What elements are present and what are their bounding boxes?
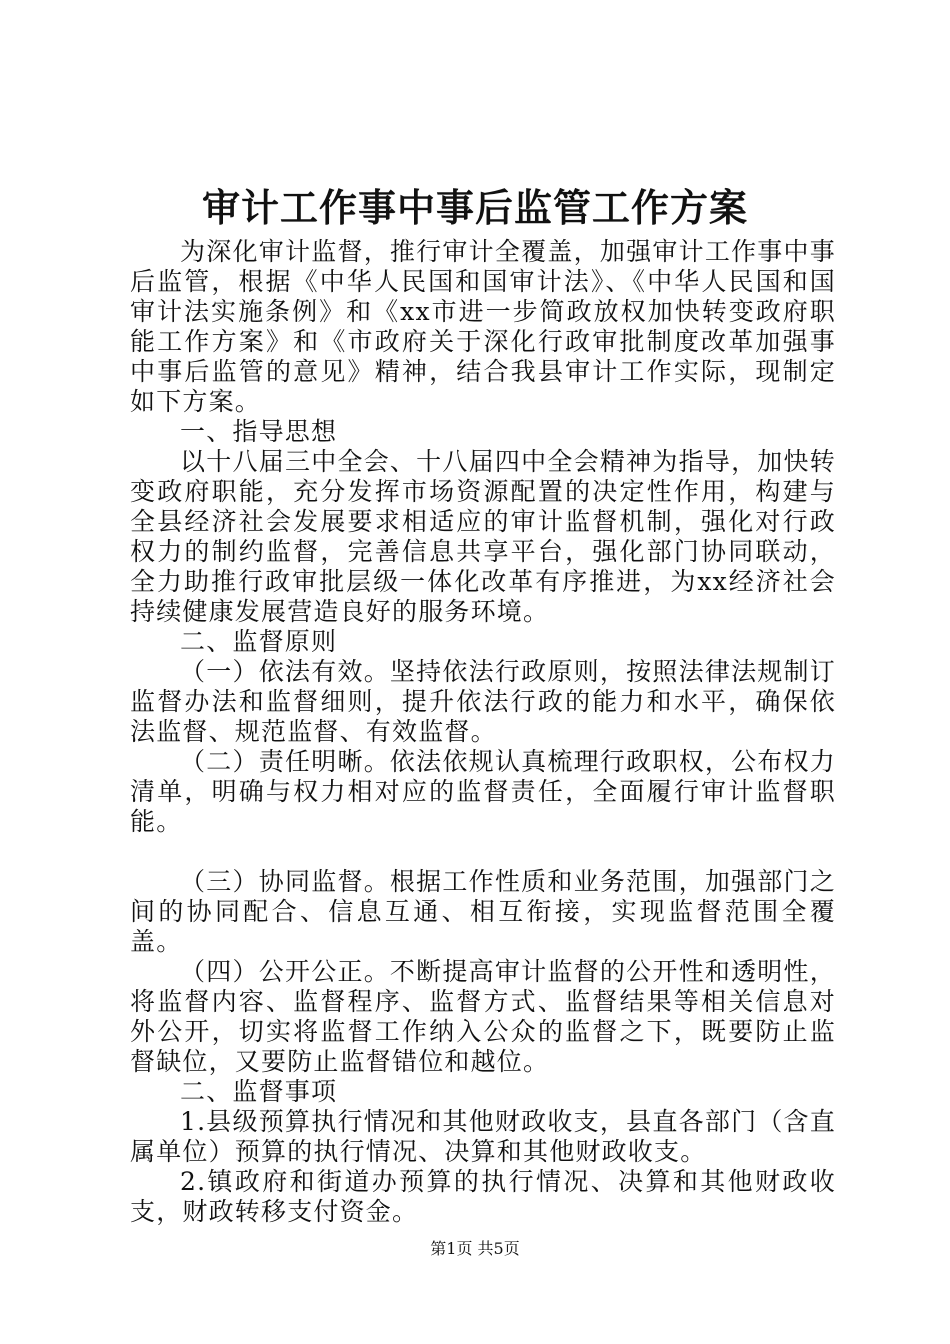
principle-1-paragraph: （一）依法有效。坚持依法行政原则，按照法律法规制订监督办法和监督细则，提升依法行政的能力和水平，确保依法监督、规范监督、有效监督。 [130,657,836,746]
page-number-footer: 第1页 共5页 [430,1239,520,1258]
matter-1-paragraph: 1.县级预算执行情况和其他财政收支，县直各部门（含直属单位）预算的执行情况、决算和其他财政收支。 [130,1107,836,1166]
principle-3-paragraph: （三）协同监督。根据工作性质和业务范围，加强部门之间的协同配合、信息互通、相互衔接，实现监督范围全覆盖。 [130,867,836,956]
section-heading-principles: 二、监督原则 [180,627,338,656]
principle-2-paragraph: （二）责任明晰。依法依规认真梳理行政职权，公布权力清单，明确与权力相对应的监督责任，全面履行审计监督职能。 [130,747,836,836]
section-heading-guiding-thought: 一、指导思想 [180,417,338,446]
principle-4-paragraph: （四）公开公正。不断提高审计监督的公开性和透明性，将监督内容、监督程序、监督方式、监督结果等相关信息对外公开，切实将监督工作纳入公众的监督之下，既要防止监督缺位，又要防止监督错位和越位。 [130,957,836,1076]
document-body [130,237,836,1227]
matter-2-paragraph: 2.镇政府和街道办预算的执行情况、决算和其他财政收支，财政转移支付资金。 [130,1167,836,1226]
section-heading-matters: 二、监督事项 [180,1077,338,1106]
document-title: 审计工作事中事后监管工作方案 [201,185,748,230]
guiding-thought-paragraph: 以十八届三中全会、十八届四中全会精神为指导，加快转变政府职能，充分发挥市场资源配置的决定性作用，构建与全县经济社会发展要求相适应的审计监督机制，强化对行政权力的制约监督，完善信息共享平台，强化部门协同联动，全力助推行政审批层级一体化改革有序推进，为xx经济社会持续健康发展营造良好的服务环境。 [130,447,836,626]
intro-paragraph: 为深化审计监督，推行审计全覆盖，加强审计工作事中事后监管，根据《中华人民国和国审计法》、《中华人民国和国审计法实施条例》和《xx市进一步简政放权加快转变政府职能工作方案》和《市政府关于深化行政审批制度改革加强事中事后监管的意见》精神，结合我县审计工作实际，现制定如下方案。 [130,237,836,416]
